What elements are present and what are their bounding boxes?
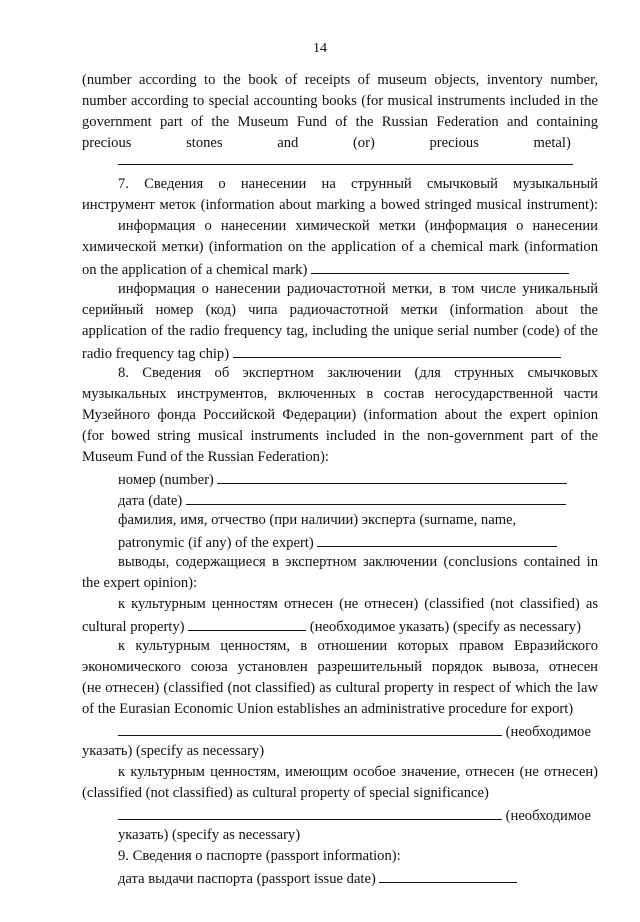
section-9-heading: 9. Сведения о паспорте (passport information): <box>118 848 401 864</box>
page-number: 14 <box>313 41 327 56</box>
field-label: номер (number) <box>118 472 214 488</box>
text-line <box>82 258 598 280</box>
text-line: (не отнесен) (classified (not classified) as cultural property in respect of which the law <box>82 680 598 696</box>
text-line: к культурным ценностям, имеющим особое значение, отнесен (не отнесен) <box>118 764 598 780</box>
field-label: patronymic (if any) of the expert) <box>118 535 314 551</box>
field-label: дата выдачи паспорта (passport issue date) <box>118 871 376 887</box>
text-line <box>118 468 598 490</box>
text-line: экономического союза установлен разрешительный порядок вывоза, отнесен <box>82 659 598 675</box>
text-line: музыкальных инструментов, включенных в состав негосударственной части <box>82 386 598 402</box>
expert-date-field[interactable] <box>186 489 566 505</box>
expert-name-field[interactable] <box>317 531 557 547</box>
text-line <box>118 489 598 511</box>
chemical-mark-field[interactable] <box>311 258 569 274</box>
field-label: radio frequency tag chip) <box>82 346 230 362</box>
section-8-heading: 8. Сведения об экспертном заключении (для струнных смычковых <box>118 365 598 381</box>
rf-tag-chip-field[interactable] <box>233 342 561 358</box>
text-line: указать) (specify as necessary) <box>118 827 301 843</box>
text-line <box>82 615 598 637</box>
text-line <box>118 867 598 889</box>
text-line: of the Eurasian Economic Union establishes an administrative procedure for export) <box>82 701 574 717</box>
field-label: (необходимое <box>505 808 592 824</box>
text-line: (classified (not classified) as cultural property of special significance) <box>82 785 489 801</box>
text-line <box>82 804 598 826</box>
text-line: информация о нанесении радиочастотной метки, в том числе уникальный <box>118 281 598 297</box>
text-line <box>82 342 598 364</box>
text-line: информация о нанесении химической метки (информация о нанесении <box>118 218 598 234</box>
text-line: фамилия, имя, отчество (при наличии) эксперта (surname, name, <box>118 512 517 528</box>
field-label: (необходимое <box>505 724 592 740</box>
text-line: government part of the Museum Fund of the Russian Federation and containing <box>82 114 598 130</box>
cultural-property-field[interactable] <box>188 615 306 631</box>
blank-field-rule <box>118 164 573 165</box>
text-line: (for bowed string musical instruments included in the non-government part of the <box>82 428 598 444</box>
text-line: (number according to the book of receipts of museum objects, inventory number, <box>82 72 598 88</box>
text-line: precious stones and (or) precious metal) <box>82 135 571 151</box>
field-label: cultural property) <box>82 619 185 635</box>
text-line: серийный номер (код) чипа радиочастотной метки (information about the <box>82 302 598 318</box>
section-7-heading: 7. Сведения о нанесении на струнный смычковый музыкальный <box>118 176 598 192</box>
field-label: on the application of a chemical mark) <box>82 262 308 278</box>
text-line: number according to special accounting books (for musical instruments included in the <box>82 93 598 109</box>
special-significance-field[interactable] <box>118 804 502 820</box>
passport-issue-date-field[interactable] <box>379 867 517 883</box>
field-label: дата (date) <box>118 493 183 509</box>
field-label: (необходимое указать) (specify as necessary) <box>309 619 581 635</box>
text-line: химической метки) (information on the application of a chemical mark (information <box>82 239 598 255</box>
text-line: указать) (specify as necessary) <box>82 743 265 759</box>
text-line: application of the radio frequency tag, including the unique serial number (code) of the <box>82 323 598 339</box>
text-line: выводы, содержащиеся в экспертном заключении (conclusions contained in <box>118 554 598 570</box>
text-line: инструмент меток (information about marking a bowed stringed musical instrument): <box>82 197 598 213</box>
text-line <box>118 531 598 553</box>
export-procedure-field[interactable] <box>118 720 502 736</box>
text-line: к культурным ценностям отнесен (не отнесен) (classified (not classified) as <box>118 596 598 612</box>
text-line: the expert opinion): <box>82 575 198 591</box>
expert-number-field[interactable] <box>217 468 567 484</box>
text-line <box>82 720 598 742</box>
text-line: Музейного фонда Российской Федерации) (information about the expert opinion <box>82 407 598 423</box>
text-line: Museum Fund of the Russian Federation): <box>82 449 329 465</box>
text-line: к культурным ценностям, в отношении которых правом Евразийского <box>118 638 598 654</box>
